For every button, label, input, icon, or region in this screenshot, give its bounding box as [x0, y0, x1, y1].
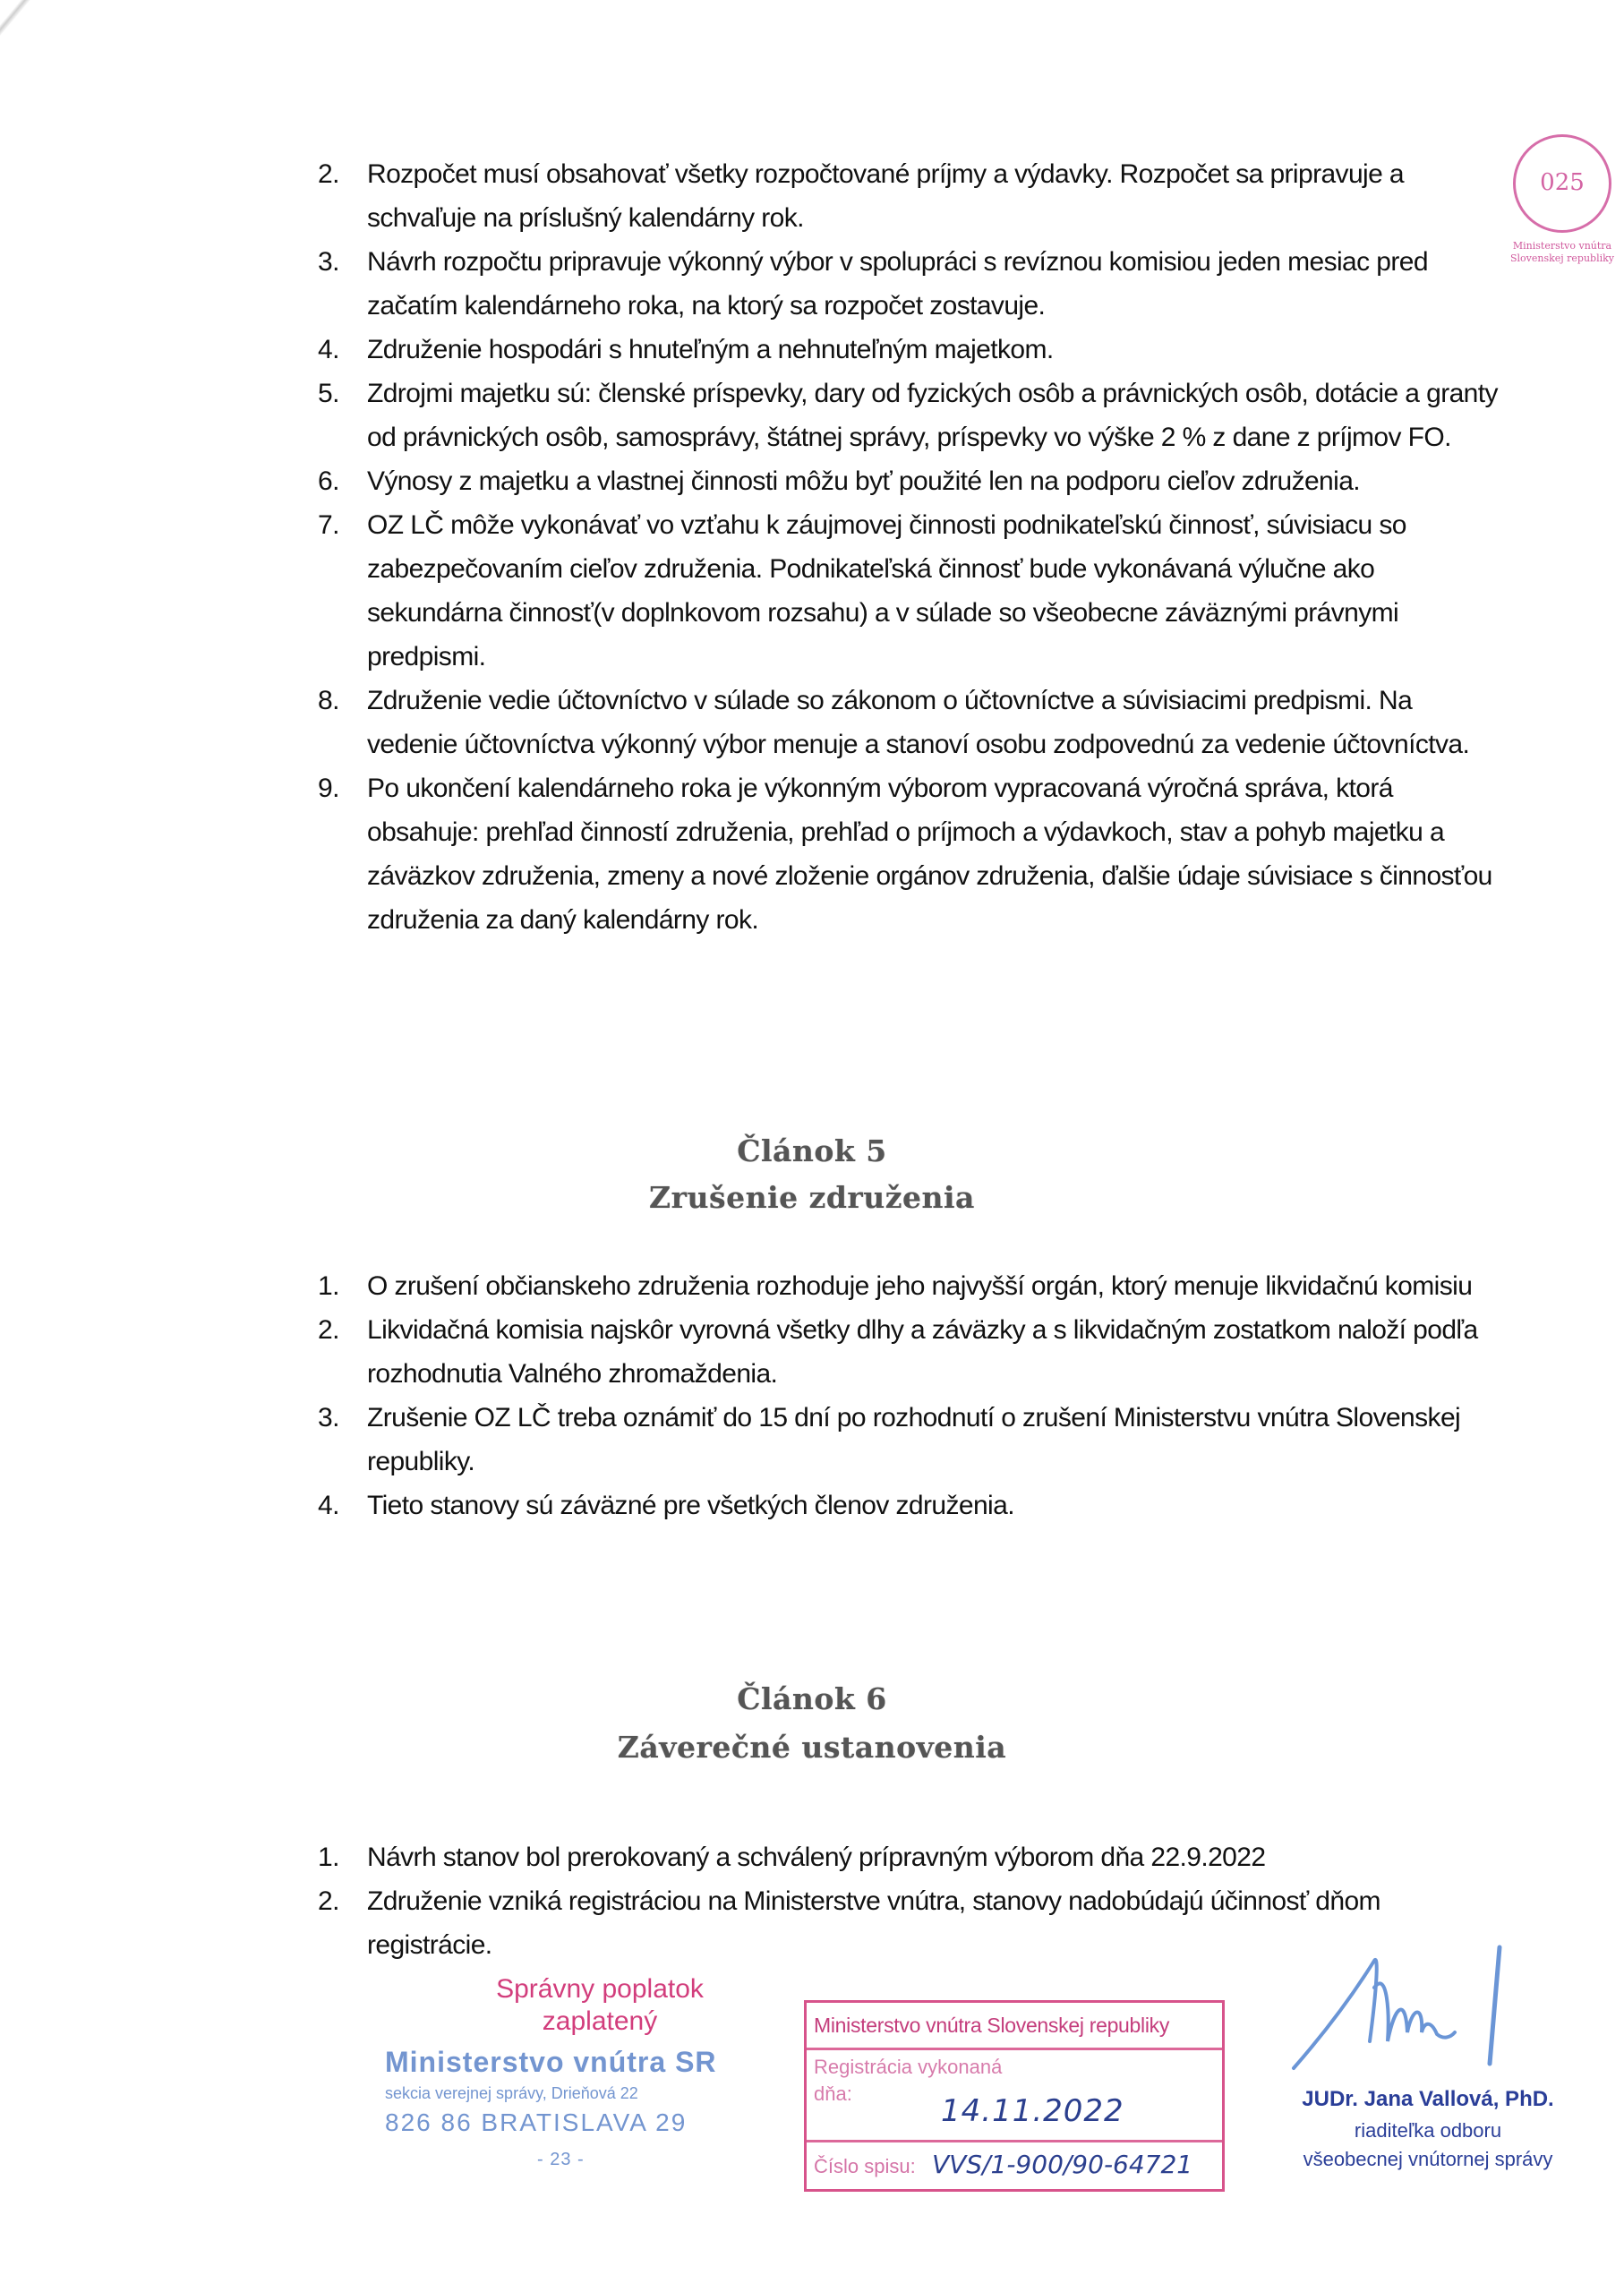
- clause-text: Združenie vedie účtovníctvo v súlade so zákonom o účtovníctve a súvisiacimi predpismi. Na vedenie účtovníctva výkonný výbor menuje a stanoví osobu zodpovednú za vedenie účtovníctva.: [367, 686, 1470, 759]
- list-item: [318, 1308, 1500, 1396]
- fee-office-line-2: sekcia verejnej správy, Drieňová 22: [385, 2084, 638, 2102]
- clause-text: Združenie vzniká registráciou na Ministerstve vnútra, stanovy nadobúdajú účinnosť dňom registrácie.: [367, 1886, 1380, 1960]
- clause-number: 4.: [318, 1491, 339, 1520]
- fee-office-line-1: Ministerstvo vnútra SR: [385, 2046, 717, 2078]
- list-item: [318, 372, 1500, 459]
- clause-text: Združenie hospodári s hnuteľným a nehnuteľným majetkom.: [367, 335, 1054, 364]
- clause-text: O zrušení občianskeho združenia rozhoduje jeho najvyšší orgán, ktorý menuje likvidačnú komisiu: [367, 1271, 1473, 1301]
- list-item: [318, 766, 1500, 942]
- list-item: [318, 1396, 1500, 1484]
- list-item: [318, 679, 1500, 766]
- clause-text: Tieto stanovy sú záväzné pre všetkých členov združenia.: [367, 1491, 1014, 1520]
- clause-number: 8.: [318, 686, 339, 715]
- clause-text: Zdrojmi majetku sú: členské príspevky, dary od fyzických osôb a právnických osôb, dotácie a granty od právnických osôb, samosprávy, štátnej správy, príspevky vo výške 2 % z dane z príjmov FO.: [367, 379, 1498, 452]
- clause-number: 7.: [318, 510, 339, 540]
- clause-number: 6.: [318, 466, 339, 496]
- ministry-round-seal: [1513, 134, 1611, 233]
- clause-number: 2.: [318, 159, 339, 189]
- article-6-heading: Článok 6: [737, 1681, 887, 1716]
- clause-number: 1.: [318, 1271, 339, 1301]
- list-item: [318, 1484, 1500, 1527]
- signatory-role-line-1: riaditeľka odboru: [1354, 2119, 1502, 2142]
- list-item: [318, 1835, 1500, 1879]
- clause-number: 1.: [318, 1843, 339, 1872]
- registration-date: 14.11.2022: [941, 2093, 1124, 2129]
- seal-number: 025: [1540, 169, 1585, 196]
- list-item: [318, 328, 1500, 372]
- clause-number: 3.: [318, 1403, 339, 1432]
- list-item: [318, 240, 1500, 328]
- fee-paid-line-2: zaplatený: [542, 2006, 658, 2036]
- fee-paid-line-1: Správny poplatok: [496, 1974, 704, 2004]
- article-5-heading: Článok 5: [737, 1133, 887, 1168]
- paper-crease-mark: [0, 0, 41, 213]
- article-5-clauses-list: [318, 1264, 1500, 1527]
- file-number-row: [807, 2142, 1222, 2192]
- signature-icon: [1289, 1943, 1558, 2077]
- clause-text: Návrh rozpočtu pripravuje výkonný výbor v spolupráci s revíznou komisiou jeden mesiac pred začatím kalendárneho roka, na ktorý sa rozpočet zostavuje.: [367, 247, 1428, 321]
- list-item: [318, 152, 1500, 240]
- clause-text: Výnosy z majetku a vlastnej činnosti môžu byť použité len na podporu cieľov združenia.: [367, 466, 1361, 496]
- clause-text: OZ LČ môže vykonávať vo vzťahu k záujmovej činnosti podnikateľskú činnosť, súvisiacu so zabezpečovaním cieľov združenia. Podnikateľská činnosť bude vykonávaná výlučne ako sekundárna činnosť(v doplnkovom rozsahu) a v súlade so všeobecne záväznými právnymi predpismi.: [367, 510, 1406, 671]
- article-5-subheading: Zrušenie združenia: [649, 1180, 975, 1215]
- fee-office-line-3: 826 86 BRATISLAVA 29: [385, 2108, 688, 2136]
- clause-number: 2.: [318, 1886, 339, 1916]
- registration-label: Registrácia vykonaná: [814, 2056, 1003, 2078]
- registration-authority: Ministerstvo vnútra Slovenskej republiky: [807, 2003, 1222, 2050]
- clause-number: 4.: [318, 335, 339, 364]
- signatory-name: JUDr. Jana Vallová, PhD.: [1302, 2087, 1554, 2111]
- file-number: VVS/1-900/90-64721: [932, 2150, 1193, 2179]
- clause-number: 2.: [318, 1315, 339, 1345]
- clause-text: Rozpočet musí obsahovať všetky rozpočtované príjmy a výdavky. Rozpočet sa pripravuje a schvaľuje na príslušný kalendárny rok.: [367, 159, 1404, 233]
- clause-text: Likvidačná komisia najskôr vyrovná všetky dlhy a záväzky a s likvidačným zostatkom naloží podľa rozhodnutia Valného zhromaždenia.: [367, 1315, 1478, 1389]
- list-item: [318, 459, 1500, 503]
- clause-number: 3.: [318, 247, 339, 277]
- clause-text: Návrh stanov bol prerokovaný a schválený prípravným výborom dňa 22.9.2022: [367, 1843, 1266, 1872]
- list-item: [318, 503, 1500, 679]
- clause-number: 9.: [318, 774, 339, 803]
- clause-number: 5.: [318, 379, 339, 408]
- clause-text: Po ukončení kalendárneho roka je výkonným výborom vypracovaná výročná správa, ktorá obsahuje: prehľad činností združenia, prehľad o príjmoch a výdavkoch, stav a pohyb majetku a záväzkov združenia, zmeny a nové zloženie orgánov združenia, ďalšie údaje súvisiace s činnosťou združenia za daný kalendárny rok.: [367, 774, 1492, 935]
- list-item: [318, 1264, 1500, 1308]
- registration-date-label: dňa:: [814, 2082, 852, 2105]
- file-number-label: Číslo spisu:: [814, 2155, 916, 2177]
- signatory-role-line-2: všeobecnej vnútornej správy: [1303, 2148, 1553, 2170]
- registration-date-row: [807, 2050, 1222, 2142]
- page-number: - 23 -: [537, 2150, 585, 2169]
- budget-clauses-list: [318, 152, 1500, 942]
- registration-stamp: [804, 2000, 1225, 2192]
- seal-text: Ministerstvo vnútra Slovenskej republiky: [1509, 240, 1615, 264]
- article-6-subheading: Záverečné ustanovenia: [617, 1730, 1007, 1765]
- clause-text: Zrušenie OZ LČ treba oznámiť do 15 dní po rozhodnutí o zrušení Ministerstvu vnútra Slovenskej republiky.: [367, 1403, 1461, 1476]
